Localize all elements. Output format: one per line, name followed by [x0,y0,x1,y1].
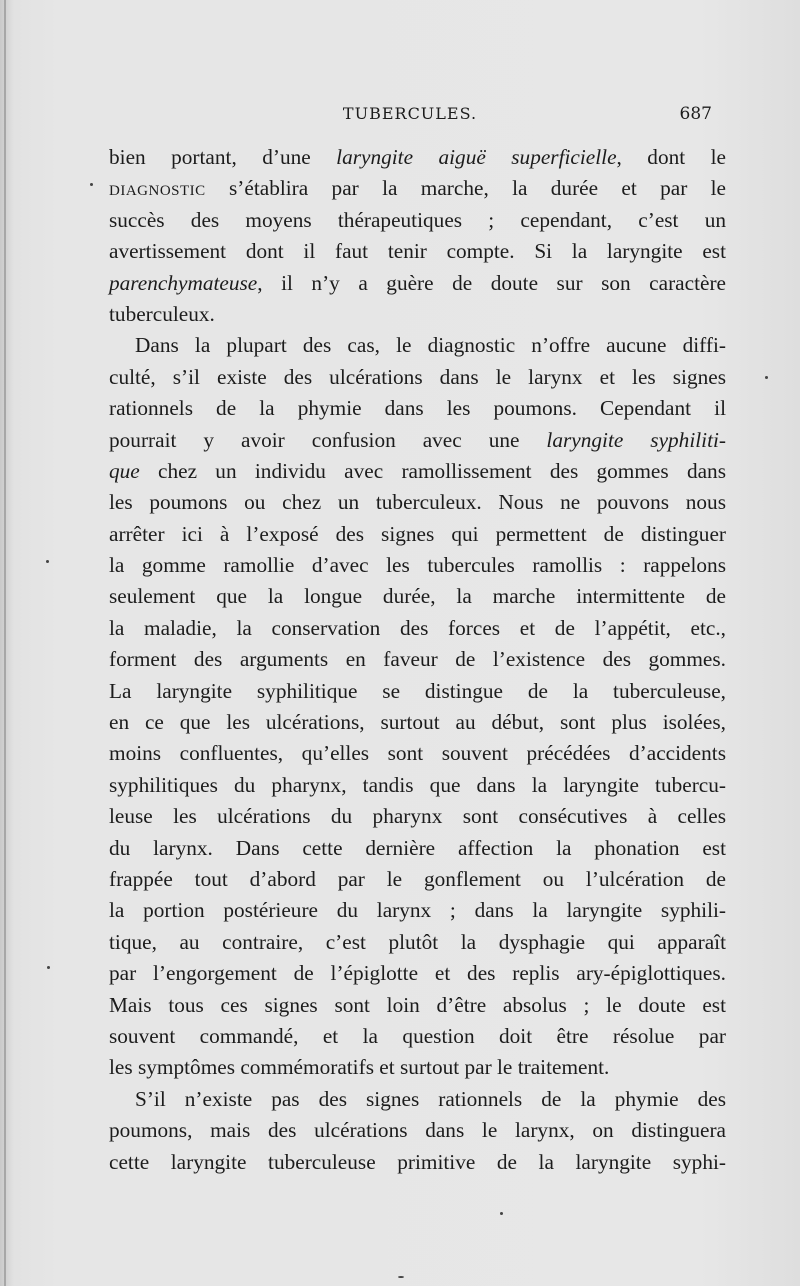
text-segment: les poumons ou chez un tuberculeux. Nous ne pouvons nous [109,490,726,515]
text-segment: S’il n’existe pas des signes rationnels de la phymie des [135,1086,726,1111]
text-segment: syphilitiques du pharynx, tandis que dans la laryngite tubercu- [109,772,726,797]
text-line [109,644,726,675]
text-segment: souvent commandé, et la question doit être résolue par [109,1023,726,1048]
text-segment: , dont le [616,145,726,169]
small-caps-text: DIAGNOSTIC [109,183,206,200]
text-segment: frappée tout d’abord par le gonflement ou l’ulcération de [109,866,726,891]
text-line [109,738,726,769]
text-line [109,299,726,330]
text-line [109,927,726,958]
text-segment: rationnels de la phymie dans les poumons. Cependant il [109,396,726,421]
page-header [108,104,712,132]
text-line [109,833,726,864]
page-number: 687 [679,104,712,124]
page-binding-edge [4,0,6,1286]
text-segment: les symptômes commémoratifs et surtout par le traitement. [109,1055,610,1080]
text-line [109,676,726,707]
text-line [109,958,726,989]
text-line [109,1084,726,1115]
text-line [109,268,726,299]
text-segment: tuberculeux. [109,301,215,326]
paper-speck [765,376,768,379]
text-line [109,1147,726,1178]
text-line [109,1115,726,1146]
text-line [109,801,726,832]
text-line [109,456,726,487]
text-line [109,362,726,393]
text-segment: la gomme ramollie d’avec les tubercules ramollis : rappelons [109,553,726,578]
text-segment: bien portant, d’une [109,145,337,169]
text-line [109,205,726,236]
text-segment: moins confluentes, qu’elles sont souvent précédées d’accidents [109,741,726,766]
text-segment: forment des arguments en faveur de l’existence des gommes. [109,647,726,672]
text-segment: chez un individu avec ramollissement des gommes dans [139,458,726,483]
italic-text: que [109,458,140,483]
text-segment: La laryngite syphilitique se distingue de la tuberculeuse, [109,678,726,703]
paper-speck [47,966,50,969]
text-segment: Mais tous ces signes sont loin d’être absolus ; le doute est [109,992,726,1017]
text-line [109,864,726,895]
text-segment: succès des moyens thérapeutiques ; cependant, c’est un [109,207,726,232]
italic-text: laryngite aiguë superficielle [336,145,617,169]
text-segment: la portion postérieure du larynx ; dans la laryngite syphili- [109,898,726,923]
text-segment: leuse les ulcérations du pharynx sont consécutives à celles [109,804,726,829]
text-segment: tique, au contraire, c’est plutôt la dysphagie qui apparaît [109,929,726,954]
text-line [109,519,726,550]
paper-speck [398,1276,404,1278]
body-text [109,142,726,1178]
text-segment: la maladie, la conservation des forces et de l’appétit, etc., [109,615,726,640]
paper-speck [500,1212,503,1215]
text-line [109,173,726,204]
text-segment: avertissement dont il faut tenir compte. Si la laryngite est [109,239,726,264]
text-segment: s’établira par la marche, la durée et par le [205,176,726,201]
text-segment: Dans la plupart des cas, le diagnostic n’offre aucune diffi- [135,333,726,358]
text-segment: en ce que les ulcérations, surtout au début, sont plus isolées, [109,710,726,735]
paper-speck [90,183,93,186]
text-segment: arrêter ici à l’exposé des signes qui permettent de distinguer [109,521,726,546]
text-line [109,581,726,612]
text-segment: , il n’y a guère de doute sur son caractère [257,270,726,295]
text-line [109,990,726,1021]
text-segment: culté, s’il existe des ulcérations dans le larynx et les signes [109,364,726,389]
text-line [109,550,726,581]
text-line [109,707,726,738]
text-line [109,770,726,801]
text-line [109,487,726,518]
text-line [109,425,726,456]
text-line [109,613,726,644]
text-segment: par l’engorgement de l’épiglotte et des replis ary-épiglottiques. [109,961,726,986]
text-line [109,236,726,267]
text-line [109,1021,726,1052]
italic-text: laryngite syphiliti- [546,427,726,452]
text-segment: du larynx. Dans cette dernière affection la phonation est [109,835,726,860]
text-segment: seulement que la longue durée, la marche intermittente de [109,584,726,609]
text-line [109,142,726,173]
text-segment: poumons, mais des ulcérations dans le larynx, on distinguera [109,1118,726,1143]
text-line [109,393,726,424]
text-line [109,330,726,361]
text-segment: pourrait y avoir confusion avec une [109,427,547,452]
text-line [109,895,726,926]
italic-text: parenchymateuse [109,270,258,295]
running-title: TUBERCULES. [342,104,478,123]
text-line [109,1052,726,1083]
text-segment: cette laryngite tuberculeuse primitive de la laryngite syphi- [109,1149,726,1174]
paper-speck [46,560,49,563]
